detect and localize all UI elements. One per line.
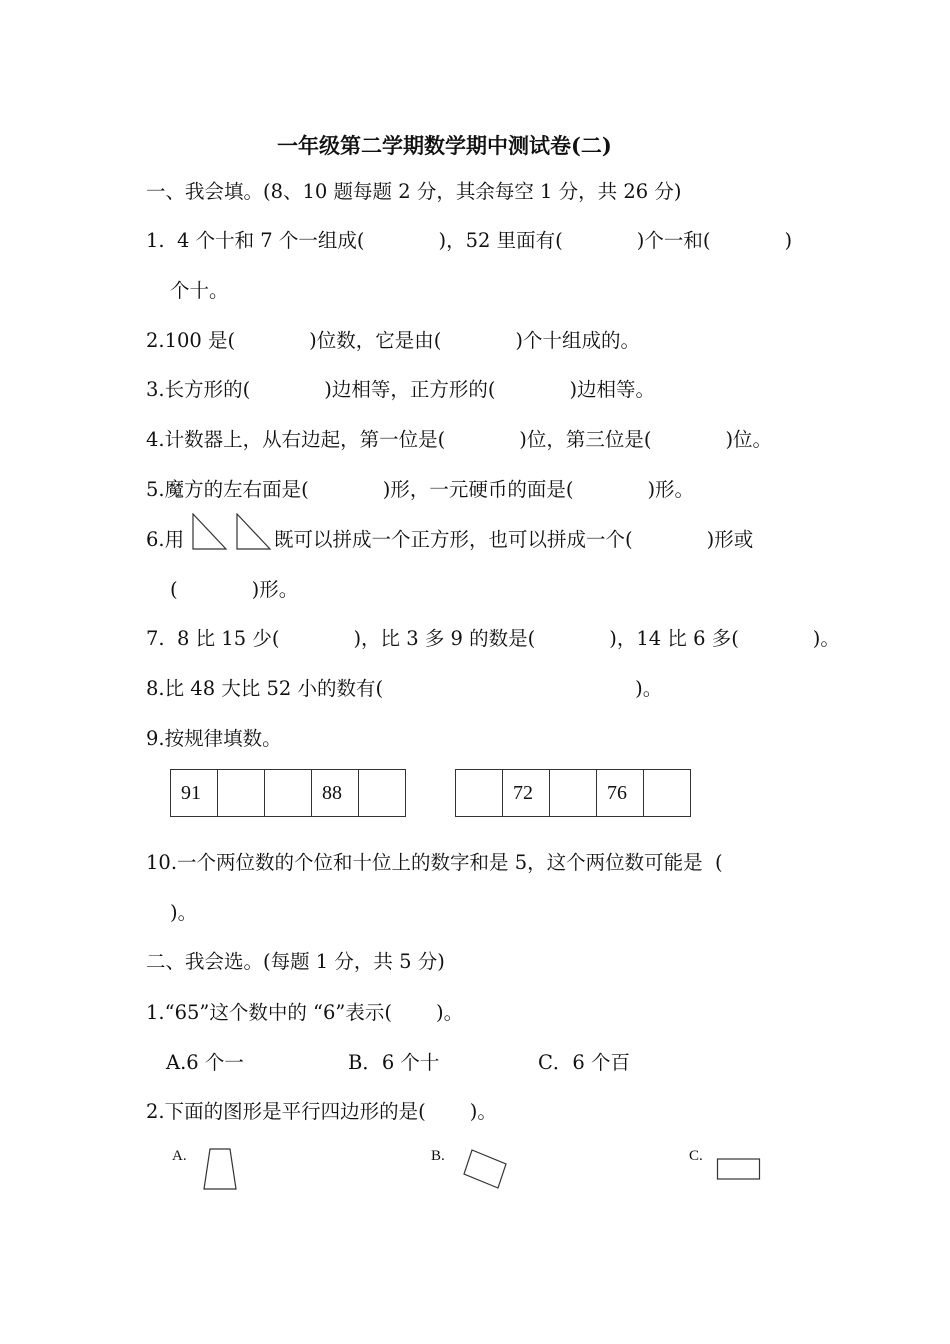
q2-text-b: )位数，它是由(: [309, 329, 442, 352]
q6-text-b: 既可以拼成一个正方形，也可以拼成一个(: [274, 528, 633, 551]
sequence-cell[interactable]: [265, 770, 312, 817]
sequence-cell[interactable]: 76: [597, 770, 644, 817]
page-title: 一年级第二学期数学期中测试卷(二): [277, 133, 612, 158]
s2q2-text-a: 2.下面的图形是平行四边形的是(: [146, 1100, 426, 1123]
q7-text-c: )，14 比 6 多(: [609, 627, 739, 650]
q6-text-e: )形。: [251, 578, 299, 601]
question-6: [274, 528, 753, 552]
shape-option-b-label[interactable]: B.: [431, 1148, 445, 1164]
section1-heading: 一、我会填。(8、10 题每题 2 分，其余每空 1 分，共 26 分): [146, 180, 682, 203]
question-6-cont: [170, 578, 298, 602]
question-6-label: 6.用: [146, 528, 185, 551]
s2q2-text-b: )。: [469, 1100, 497, 1123]
q1-text-d: ): [784, 229, 793, 252]
option-b[interactable]: B．6 个十: [348, 1051, 440, 1074]
q7-text-a: 7. 8 比 15 少(: [146, 627, 280, 650]
option-a[interactable]: A.6 个一: [166, 1051, 244, 1074]
sequence-table-2: [455, 769, 691, 817]
q5-text-a: 5.魔方的左右面是(: [146, 478, 309, 501]
q4-text-c: )位。: [725, 428, 773, 451]
question-1: [146, 229, 792, 253]
q3-text-a: 3.长方形的(: [146, 378, 251, 401]
sequence-cell[interactable]: [218, 770, 265, 817]
rotated-rectangle-shape[interactable]: [460, 1148, 510, 1190]
section2-heading: 二、我会选。(每题 1 分，共 5 分): [146, 950, 445, 973]
choice-question-2: [146, 1100, 497, 1124]
question-2: [146, 329, 640, 353]
q6-text-c: )形或: [706, 528, 754, 551]
q7-text-b: )，比 3 多 9 的数是(: [353, 627, 536, 650]
q3-text-c: )边相等。: [569, 378, 656, 401]
q6-text-d: (: [170, 578, 178, 601]
q1-text-c: )个一和(: [636, 229, 711, 252]
question-5: [146, 478, 694, 502]
question-10: 10.一个两位数的个位和十位上的数字和是 5，这个两位数可能是 (: [146, 851, 723, 874]
question-9: 9.按规律填数。: [146, 727, 282, 750]
sequence-cell[interactable]: 91: [171, 770, 218, 817]
sequence-cell[interactable]: [550, 770, 597, 817]
shape-option-c-label[interactable]: C.: [689, 1148, 703, 1164]
question-10-cont: [170, 901, 197, 925]
q2-text-a: 2.100 是(: [146, 329, 236, 352]
sequence-cell[interactable]: [644, 770, 691, 817]
q5-text-b: )形，一元硬币的面是(: [382, 478, 574, 501]
rectangle-shape[interactable]: [716, 1157, 762, 1183]
sequence-cell[interactable]: [359, 770, 406, 817]
q1-text-b: )，52 里面有(: [438, 229, 563, 252]
question-1-cont: 个十。: [170, 279, 229, 302]
q7-text-d: )。: [812, 627, 840, 650]
q4-text-b: )位，第三位是(: [519, 428, 652, 451]
triangle-figure-2: [236, 513, 272, 551]
q8-text-b: )。: [635, 677, 663, 700]
q3-text-b: )边相等，正方形的(: [324, 378, 496, 401]
s2q1-text-a: 1.“65”这个数中的 “6”表示(: [146, 1001, 393, 1024]
question-3: [146, 378, 655, 402]
s2q1-text-b: )。: [436, 1001, 464, 1024]
q1-text-a: 1. 4 个十和 7 个一组成(: [146, 229, 365, 252]
trapezoid-shape[interactable]: [200, 1147, 240, 1191]
triangle-figure-1: [192, 513, 228, 551]
sequence-cell[interactable]: 88: [312, 770, 359, 817]
question-4: [146, 428, 772, 452]
choice-question-1: [146, 1001, 463, 1025]
q8-text-a: 8.比 48 大比 52 小的数有(: [146, 677, 384, 700]
shape-option-a-label[interactable]: A.: [172, 1148, 187, 1164]
sequence-cell[interactable]: [456, 770, 503, 817]
q4-text-a: 4.计数器上，从右边起，第一位是(: [146, 428, 446, 451]
question-7: [146, 627, 840, 651]
q10-text-b: )。: [170, 901, 198, 924]
option-c[interactable]: C．6 个百: [538, 1051, 631, 1074]
q2-text-c: )个十组成的。: [515, 329, 640, 352]
q5-text-c: )形。: [647, 478, 695, 501]
sequence-table-1: [170, 769, 406, 817]
sequence-cell[interactable]: 72: [503, 770, 550, 817]
question-8: [146, 677, 662, 701]
